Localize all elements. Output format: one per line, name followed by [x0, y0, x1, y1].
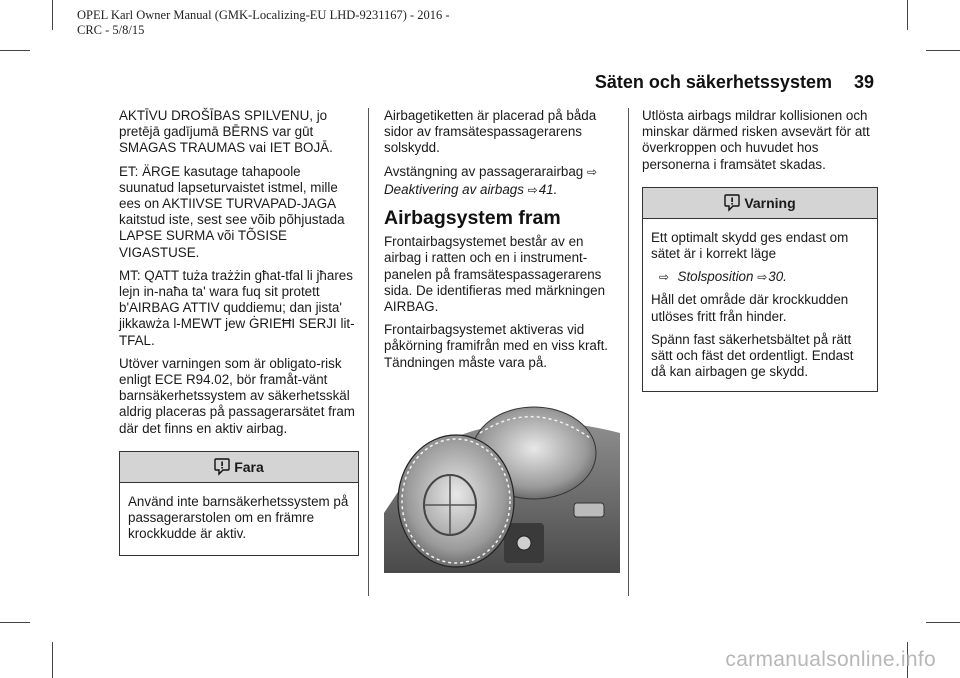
crop-mark	[926, 622, 960, 623]
paragraph: Frontairbagsystemet består av en airbag i ratten och en i instrument-panelen på framsätespassagerarens sida. De identifieras med märkningen AIRBAG.	[384, 234, 606, 315]
warning-box-title: Varning	[744, 194, 796, 211]
danger-box	[119, 451, 359, 557]
document-header	[77, 8, 450, 38]
warning-bubble-icon	[214, 458, 230, 476]
document-header-line1: OPEL Karl Owner Manual (GMK-Localizing-EU LHD-9231167) - 2016 -	[77, 8, 450, 22]
document-header-line2: CRC - 5/8/15	[77, 23, 145, 37]
paragraph-text: Avstängning av passagerarairbag	[384, 163, 584, 179]
section-header	[595, 72, 874, 93]
column-3	[642, 108, 878, 392]
column-divider	[628, 108, 629, 596]
cross-reference[interactable]: ⇨ Stolsposition ⇨30.	[659, 269, 787, 285]
warning-text: Spänn fast säkerhetsbältet på rätt sätt och fäst det ordentligt. Endast då kan airbagen ge skydd.	[651, 331, 854, 380]
cross-reference[interactable]: Deaktivering av airbags ⇨41.	[384, 181, 558, 197]
danger-box-body	[120, 483, 358, 556]
warning-text: Ett optimalt skydd ges endast om sätet är i korrekt läge	[651, 229, 849, 262]
reference-arrow-icon: ⇨	[757, 270, 768, 285]
warning-bubble-icon	[724, 194, 740, 212]
warning-box-header	[643, 188, 877, 219]
crop-mark	[0, 50, 30, 51]
danger-box-header	[120, 452, 358, 483]
danger-box-text: Använd inte barnsäkerhetssystem på passagerarstolen om en främre krockkudde är aktiv.	[128, 493, 349, 542]
paragraph: ET: ÄRGE kasutage tahapoole suunatud lapseturvaistet istmel, mille ees on AKTIIVSE TURVAPAD-JAGA kaitstud iste, sest see võib põhjustada LAPSE SURMA või TÕSISE VIGASTUSE.	[119, 163, 345, 260]
paragraph: Frontairbagsystemet aktiveras vid påkörning framifrån med en viss kraft. Tändningen måste vara på.	[384, 322, 609, 370]
gear-knob	[517, 536, 531, 550]
column-1	[119, 108, 359, 556]
reference-arrow-icon: ⇨	[587, 164, 598, 179]
warning-box-body	[643, 219, 877, 392]
crop-mark	[52, 0, 53, 30]
paragraph	[384, 164, 620, 180]
crop-mark	[926, 50, 960, 51]
section-title: Säten och säkerhetssystem	[594, 72, 832, 92]
paragraph: Airbagetiketten är placerad på båda sidor av framsätespassagerarens solskydd.	[384, 108, 597, 156]
crop-mark	[907, 0, 908, 30]
column-2	[384, 108, 620, 573]
danger-box-title: Fara	[234, 458, 264, 475]
page-number: 39	[853, 72, 874, 92]
paragraph: AKTĪVU DROŠĪBAS SPILVENU, jo pretējā gadījumā BĒRNS var gūt SMAGAS TRAUMAS vai IET BOJĀ.	[119, 108, 333, 156]
column-divider	[368, 108, 369, 596]
dashboard-vent	[574, 503, 604, 517]
watermark: carmanualsonline.info	[725, 648, 936, 671]
section-heading: Airbagsystem fram	[384, 207, 561, 230]
reference-arrow-icon: ⇨	[527, 182, 538, 197]
crop-mark	[0, 622, 30, 623]
paragraph: Utöver varningen som är obligato-risk enligt ECE R94.02, bör framåt-vänt barnsäkerhetssystem av säkerhetsskäl aldrig placeras på passagerarsätet fram där det finns en aktiv airbag.	[119, 355, 355, 436]
driver-airbag	[398, 435, 514, 567]
crop-mark	[52, 642, 53, 678]
reference-page[interactable]: 41	[538, 181, 554, 197]
reference-arrow-icon: ⇨	[659, 270, 670, 285]
paragraph: Utlösta airbags mildrar kollisionen och minskar därmed risken avsevärt för att överkroppen och huvudet hos personerna i framsätet skadas.	[642, 108, 870, 172]
reference-label[interactable]: Deaktivering av airbags	[384, 181, 524, 197]
reference-page[interactable]: 30	[768, 269, 784, 285]
airbag-illustration	[384, 393, 620, 573]
paragraph: MT: QATT tuża trażżin għat-tfal li jħares lejn in-naħa ta' wara fuq sit protett b'AIRBAG ATTIV quddiemu; dan jista' jikkawża l-MEWT jew ĠRIEĦI SERJI lit-TFAL.	[119, 267, 355, 348]
reference-label[interactable]: Stolsposition	[677, 269, 754, 285]
warning-text: Håll det område där krockkudden utlöses fritt från hinder.	[651, 292, 849, 324]
warning-box	[642, 187, 878, 393]
